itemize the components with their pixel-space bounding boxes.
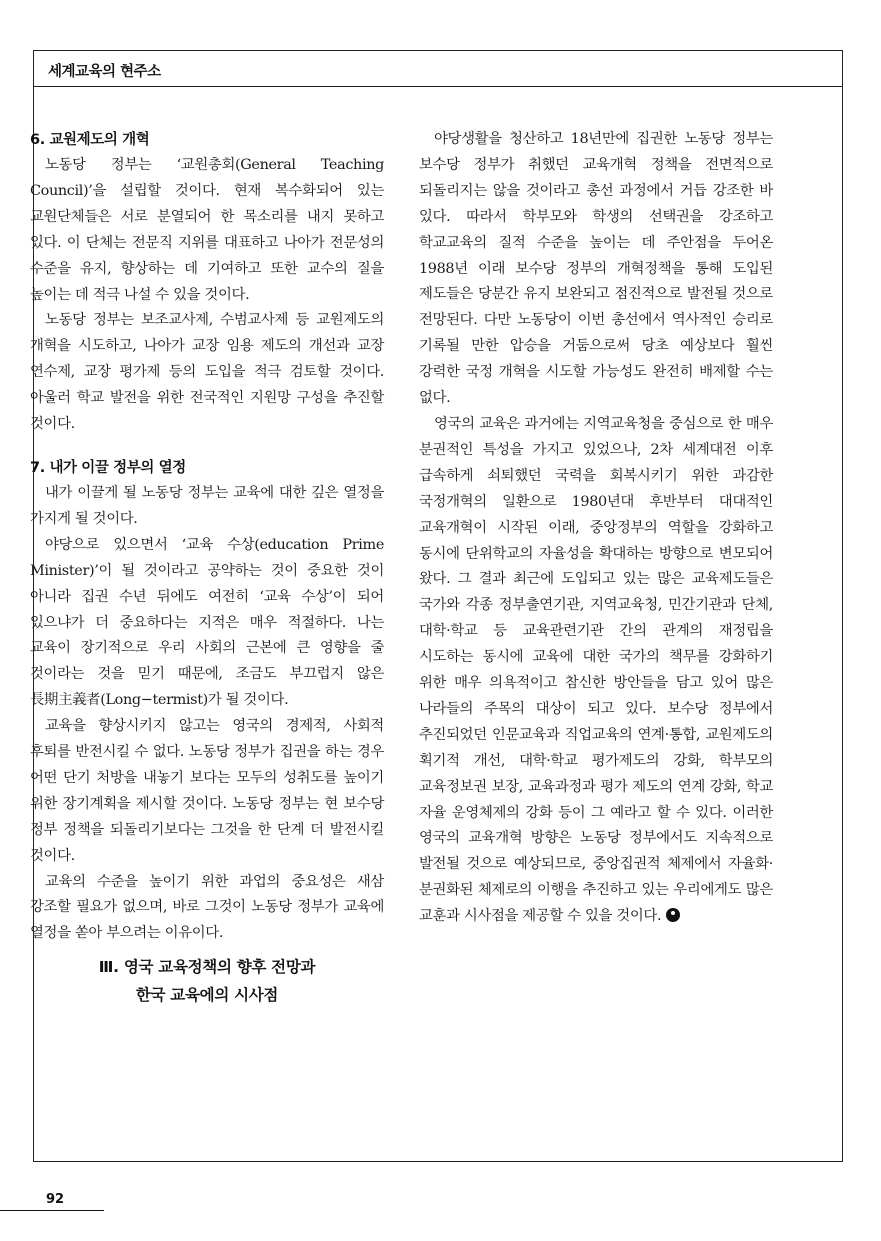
chapter-3-heading <box>30 953 384 1009</box>
end-of-article-icon <box>666 908 680 922</box>
running-head: 세계교육의 현주소 <box>48 64 161 80</box>
header-divider <box>34 86 842 87</box>
paragraph: 내가 이끌게 될 노동당 정부는 교육에 대한 깊은 열정을 가지게 될 것이다. <box>30 484 384 527</box>
section-6-heading: 6. 교원제도의 개혁 <box>30 132 150 148</box>
page-number-rule <box>0 1210 104 1211</box>
left-column <box>30 127 384 1009</box>
section-spacer <box>30 438 384 455</box>
paragraph: 교육의 수준을 높이기 위한 과업의 중요성은 새삼 강조할 필요가 없으며, 바로 그것이 노동당 정부가 교육에 열정을 쏟아 부으려는 이유이다. <box>30 873 384 942</box>
paragraph: 노동당 정부는 ‘교원총회(General Teaching Council)’을 설립할 것이다. 현재 복수화되어 있는 교원단체들은 서로 분열되어 한 목소리를 내지 못하고 있다. 이 단체는 전문직 지위를 대표하고 나아가 전문성의 수준을 유지, 향상하는 데 기여하고 또한 교수의 질을 높이는 데 적극 나설 수 있을 것이다. <box>30 157 384 303</box>
paragraph: 교육을 향상시키지 않고는 영국의 경제적, 사회적 후퇴를 반전시킬 수 없다. 노동당 정부가 집권을 하는 경우 어떤 단기 처방을 내놓기 보다는 모두의 성취도를 높이기 위한 장기계획을 제시할 것이다. 노동당 정부는 현 보수당 정부 정책을 되돌리기보다는 그것을 한 단계 더 발전시킬 것이다. <box>30 718 384 864</box>
page-number: 92 <box>46 1192 65 1207</box>
chapter-3-heading-line2: 한국 교육에의 시사점 <box>135 986 279 1005</box>
right-column <box>419 127 773 930</box>
paragraph: 야당으로 있으면서 ‘교육 수상(education Prime Minister)’이 될 것이라고 공약하는 것이 중요한 것이 아니라 집권 수년 뒤에도 여전히 ‘교육 수상’이 되어 있으냐가 더 중요하다는 지적은 매우 적절하다. 나는 교육이 장기적으로 우리 사회의 근본에 큰 영향을 줄 것이라는 것을 믿기 때문에, 조금도 부끄럽지 않은 長期主義者(Long−termist)가 될 것이다. <box>30 536 384 709</box>
paragraph-text: 영국의 교육은 과거에는 지역교육청을 중심으로 한 매우 분권적인 특성을 가지고 있었으나, 2차 세계대전 이후 급속하게 쇠퇴했던 국력을 회복시키기 위한 과감한 국정개혁의 일환으로 1980년대 후반부터 대대적인 교육개혁이 시작된 이래, 중앙정부의 역할을 강화하고 동시에 단위학교의 자율성을 확대하는 방향으로 변모되어 왔다. 그 결과 최근에 도입되고 있는 많은 교육제도들은 국가와 각종 정부출연기관, 지역교육청, 민간기관과 단체, 대학·학교 등 교육관련기관 간의 관계의 재정립을 시도하는 동시에 교육에 대한 국가의 책무를 강화하기 위한 매우 의욕적이고 참신한 방안들을 담고 있어 많은 나라들의 주목의 대상이 되고 있다. 보수당 정부에서 추진되었던 인문교육과 직업교육의 연계·통합, 교원제도의 획기적 개선, 대학·학교 평가제도의 강화, 학부모의 교육정보권 보장, 교육과정과 평가 제도의 연계 강화, 학교 자율 운영체제의 강화 등이 그 예라고 할 수 있다. 이러한 영국의 교육개혁 방향은 노동당 정부에서도 지속적으로 발전될 것으로 예상되므로, 중앙집권적 체제에서 자율화·분권화된 체제로의 이행을 추진하고 있는 우리에게도 많은 교훈과 시사점을 제공할 수 있을 것이다. <box>419 415 773 925</box>
chapter-3-heading-line1: Ⅲ. 영국 교육정책의 향후 전망과 <box>98 958 316 977</box>
paragraph-last <box>419 412 773 930</box>
section-7-heading: 7. 내가 이끌 정부의 열정 <box>30 459 186 476</box>
paragraph: 노동당 정부는 보조교사제, 수범교사제 등 교원제도의 개혁을 시도하고, 나아가 교장 임용 제도의 개선과 교장 연수제, 교장 평가제 등의 도입을 적극 검토할 것이다. 아울러 학교 발전을 위한 전국적인 지원망 구성을 추진할 것이다. <box>30 312 384 433</box>
paragraph: 야당생활을 청산하고 18년만에 집권한 노동당 정부는 보수당 정부가 취했던 교육개혁 정책을 전면적으로 되돌리지는 않을 것이라고 총선 과정에서 거듭 강조한 바 있다. 따라서 학부모와 학생의 선택권을 강조하고 학교교육의 질적 수준을 높이는 데 주안점을 두어온 1988년 이래 보수당 정부의 개혁정책을 통해 도입된 제도들은 당분간 유지 보완되고 점진적으로 발전될 것으로 전망된다. 다만 노동당이 이번 총선에서 역사적인 승리로 기록될 만한 압승을 거둠으로써 당초 예상보다 훨씬 강력한 국정 개혁을 시도할 가능성도 완전히 배제할 수는 없다. <box>419 131 773 407</box>
